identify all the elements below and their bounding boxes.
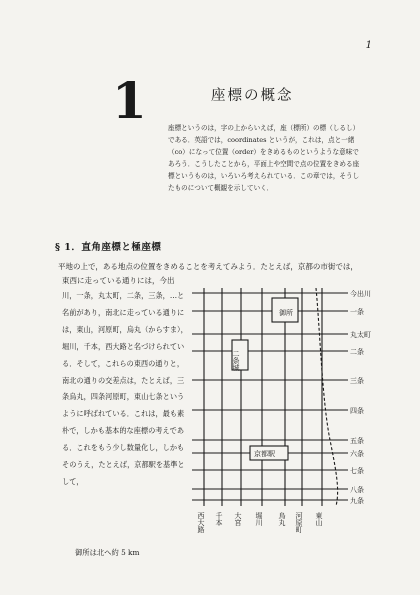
- ew-label: 九条: [350, 497, 364, 505]
- palace-label: 御所: [279, 309, 293, 317]
- kamo-river: [316, 288, 338, 506]
- body-paragraph: 川，一条，丸太町，二条，三条，…と名前があり，南北に走っている通りには，東山，河原町，烏丸（からすま），堀川，千本，西大路と名づけられている．そして，これらの東西の通りと，南北の通りの交差点は，たとえば，三条烏丸，四条河原町，東山七条というように呼ばれている．これは，最も素朴で，しかも基本的な座標の考えである．これをもう少し数量化し，しかもそのうえ，たとえば，京都駅を基準として，: [62, 291, 188, 486]
- ew-label: 五条: [350, 437, 364, 445]
- page-number: 1: [365, 40, 372, 51]
- ns-label: 堀川: [255, 512, 263, 526]
- body-line-2: 東西に走っている通りには，今出: [62, 276, 175, 285]
- chapter-title: 座標の概念: [211, 88, 294, 104]
- ns-street-labels: [197, 511, 323, 534]
- ew-label: 七条: [350, 467, 364, 475]
- ew-label: 四条: [350, 407, 364, 415]
- ew-street-labels: [350, 289, 371, 505]
- ew-label: 丸太町: [350, 331, 371, 339]
- ew-label: 六条: [350, 450, 364, 458]
- ew-label: 二条: [350, 348, 364, 356]
- intro-paragraph: 座標というのは，字の上からいえば，座（標所）の標（しるし）である．英語では，coordinates というが，これは，点と一緒（co）になって位置（order）をきめるものというような意味であろう．こうしたことから，平面上や空間で点の位置をきめる座標というものは，いろいろ考えられている．この章では，そうしたものについて概観を示していく．: [168, 124, 360, 193]
- chapter-number: 1: [112, 71, 145, 130]
- ew-label: 三条: [350, 377, 364, 385]
- ew-label: 八条: [350, 486, 364, 494]
- castle-label: 二条城: [232, 350, 240, 371]
- section-heading: § 1．直角座標と極座標: [55, 242, 162, 253]
- body-line-1: 平地の上で，ある地点の位置をきめることを考えてみよう．たとえば，京都の市街では，: [58, 262, 358, 271]
- ew-label: 一条: [350, 308, 364, 316]
- map-caption: 御所は北へ約 5 km: [75, 548, 140, 557]
- station-label: 京都駅: [254, 450, 275, 458]
- ns-label: 河原町: [295, 512, 303, 533]
- ns-label: 東山: [315, 512, 323, 526]
- ns-label: 大宮: [234, 512, 242, 526]
- ns-label: 烏丸: [278, 512, 286, 526]
- ew-label: 今出川: [350, 290, 371, 298]
- ns-label: 西大路: [197, 512, 205, 533]
- ns-label: 千本: [215, 512, 223, 526]
- map-grid: [192, 288, 348, 506]
